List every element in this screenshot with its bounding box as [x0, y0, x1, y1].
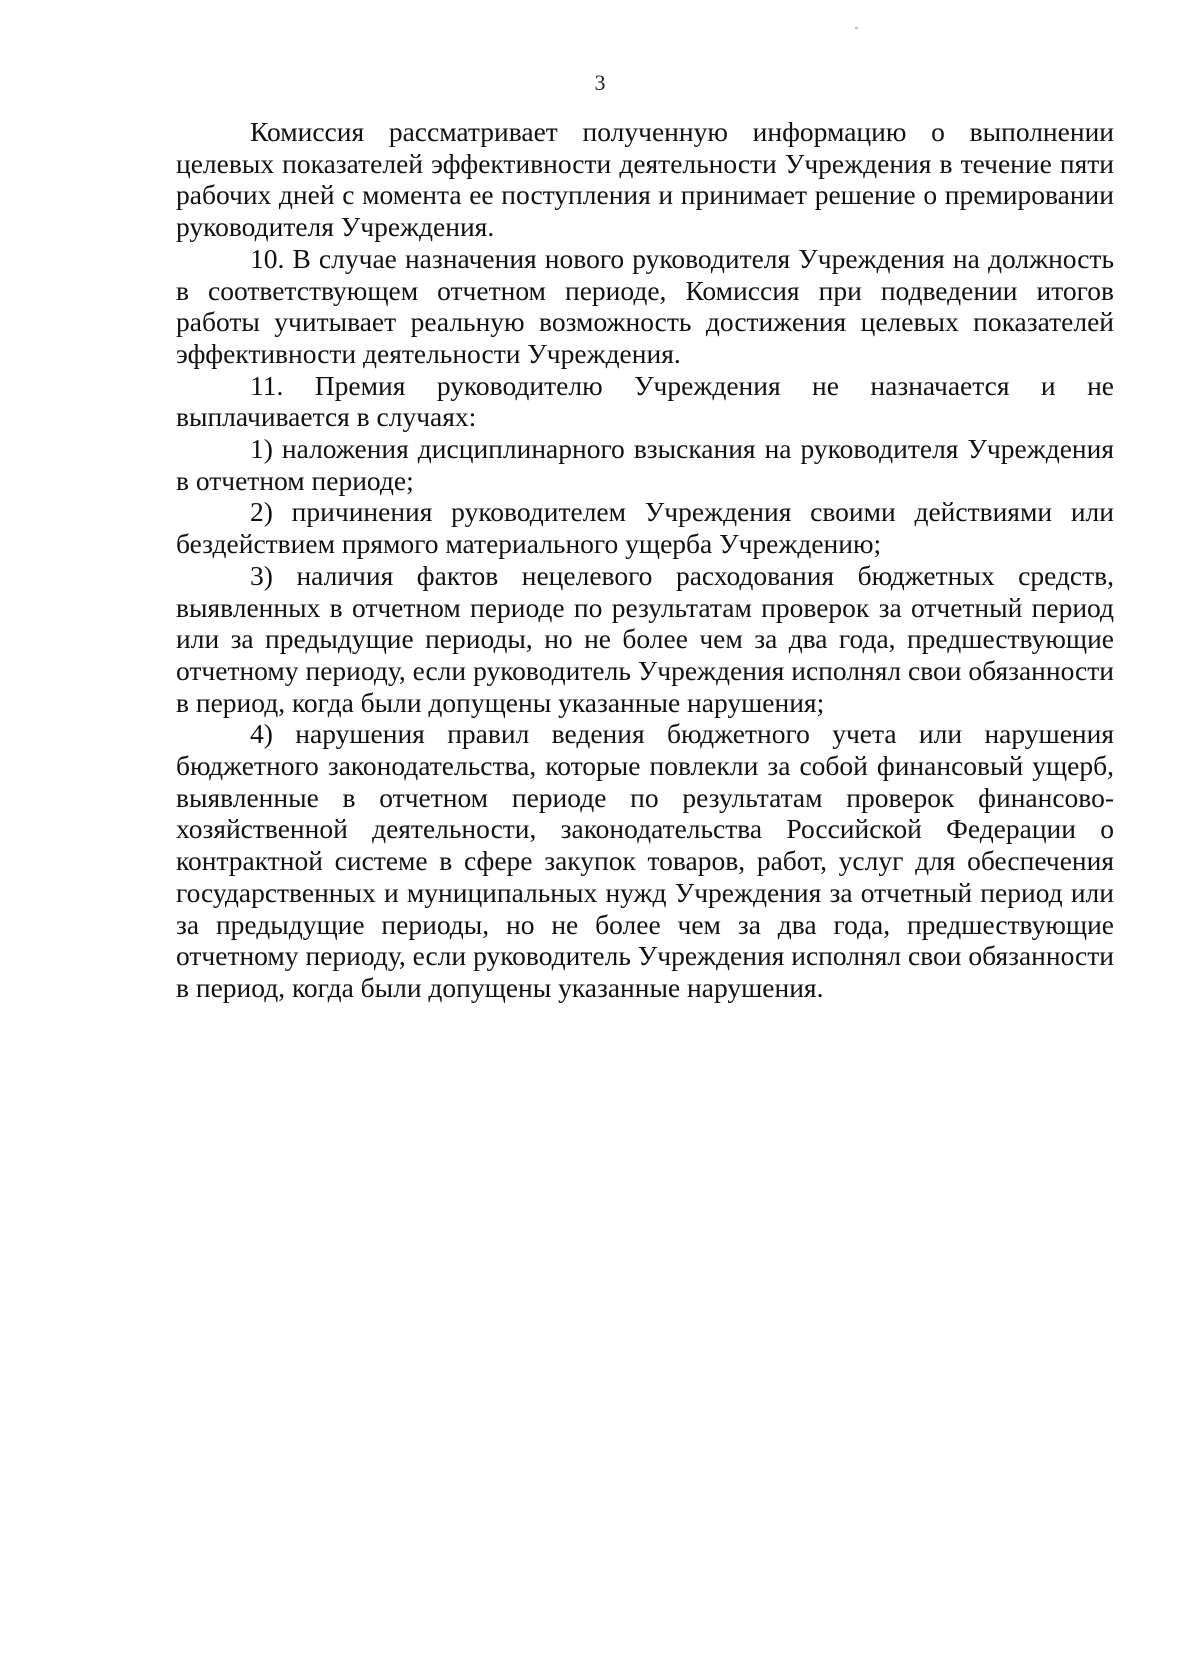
paragraph-11: 11. Премия руководителю Учреждения не назначается и не выплачивается в случаях:: [176, 369, 1114, 433]
list-item-2: 2) причинения руководителем Учреждения своими действиями или бездействием прямого материального ущерба Учреждению;: [176, 496, 1114, 560]
list-item-4: 4) нарушения правил ведения бюджетного учета или нарушения бюджетного законодательства, которые повлекли за собой финансовый ущерб, выявленные в отчетном периоде по результатам проверок финансово-хозяйственной деятельности, законодательства Российской Федерации о контрактной системе в сфере закупок товаров, работ, услуг для обеспечения государственных и муниципальных нужд Учреждения за отчетный период или за предыдущие периоды, но не более чем за два года, предшествующие отчетному периоду, если руководитель Учреждения исполнял свои обязанности в период, когда были допущены указанные нарушения.: [176, 718, 1114, 1003]
document-body: [176, 116, 1114, 1004]
list-item-1: 1) наложения дисциплинарного взыскания на руководителя Учреждения в отчетном периоде;: [176, 433, 1114, 496]
list-item-3: 3) наличия фактов нецелевого расходования бюджетных средств, выявленных в отчетном периоде по результатам проверок за отчетный период или за предыдущие периоды, но не более чем за два года, предшествующие отчетному периоду, если руководитель Учреждения исполнял свои обязанности в период, когда были допущены указанные нарушения;: [176, 559, 1114, 718]
paragraph-10: 10. В случае назначения нового руководителя Учреждения на должность в соответствующем отчетном периоде, Комиссия при подведении итогов работы учитывает реальную возможность достижения целевых показателей эффективности деятельности Учреждения.: [176, 242, 1114, 369]
paragraph-commission-review: Комиссия рассматривает полученную информацию о выполнении целевых показателей эффективности деятельности Учреждения в течение пяти рабочих дней с момента ее поступления и принимает решение о премировании руководителя Учреждения.: [176, 116, 1114, 243]
page-number: 3: [594, 70, 606, 95]
scan-speck: [855, 27, 858, 29]
